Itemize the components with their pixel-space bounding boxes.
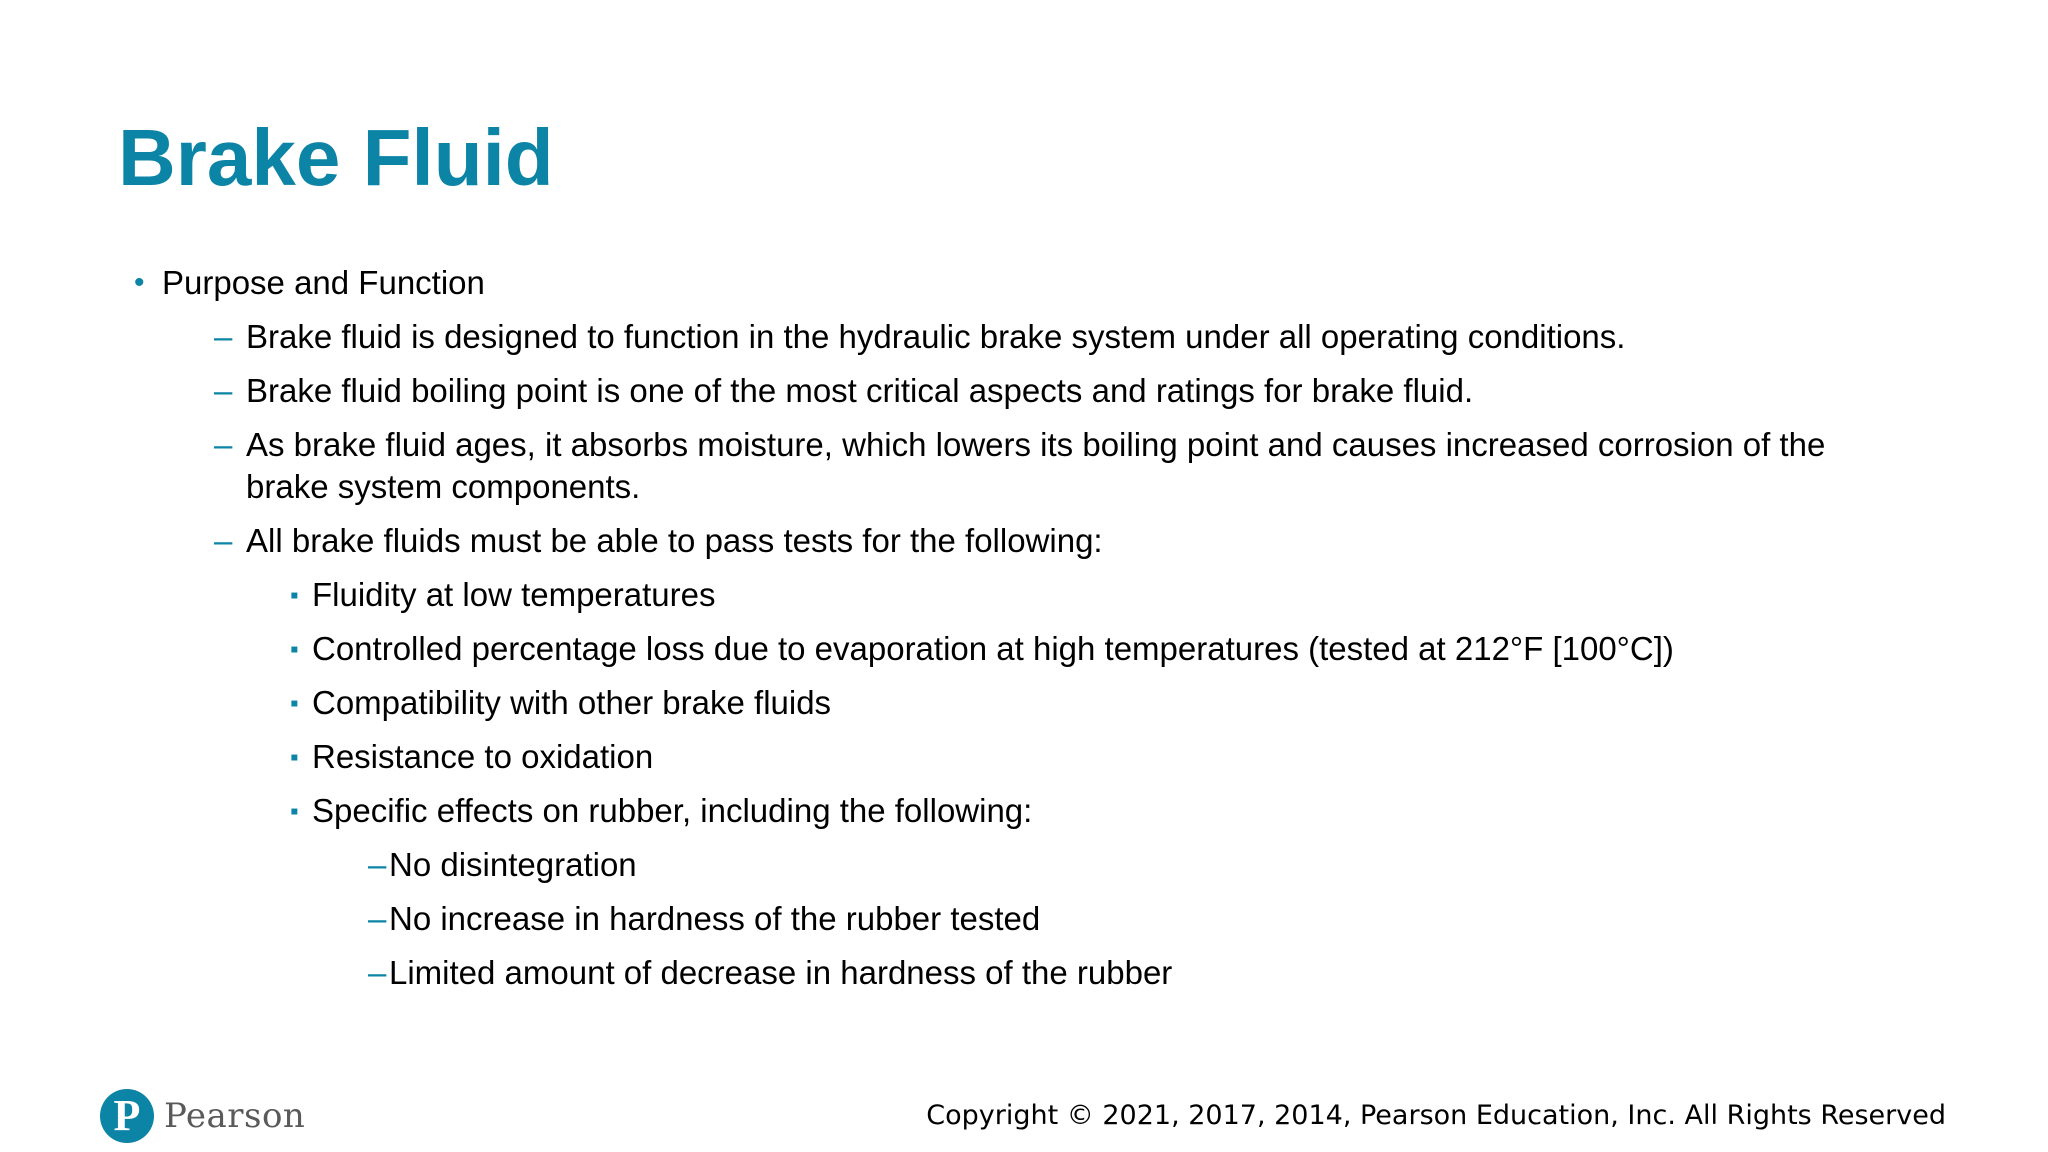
square-bullet-icon: ▪: [290, 744, 299, 771]
dash-icon: –: [214, 522, 233, 559]
pearson-wordmark: Pearson: [164, 1096, 306, 1136]
test-item-text: Controlled percentage loss due to evaporation at high temperatures (tested at 212°F [100°C]): [312, 630, 1674, 667]
dash-icon: –: [368, 846, 387, 883]
dash-icon: –: [368, 900, 387, 937]
bullet-dot-icon: •: [134, 266, 145, 299]
test-item-text: Resistance to oxidation: [312, 738, 654, 775]
square-bullet-icon: ▪: [290, 798, 299, 825]
subpoint-text: brake system components.: [246, 468, 641, 505]
copyright-notice: Copyright © 2021, 2017, 2014, Pearson Education, Inc. All Rights Reserved: [926, 1100, 1946, 1131]
test-item-text: Specific effects on rubber, including the following:: [312, 792, 1033, 829]
rubber-effect-text: No increase in hardness of the rubber tested: [389, 900, 1041, 937]
bullet-text: Purpose and Function: [162, 264, 485, 301]
dash-icon: –: [214, 426, 233, 463]
rubber-effect-text: No disintegration: [389, 846, 637, 883]
test-item-text: Compatibility with other brake fluids: [312, 684, 832, 721]
dash-icon: –: [214, 372, 233, 409]
slide-footer: [0, 1080, 2048, 1152]
square-bullet-icon: ▪: [290, 582, 299, 609]
dash-icon: –: [368, 954, 387, 991]
pearson-logo: [100, 1088, 305, 1144]
rubber-effect-text: Limited amount of decrease in hardness of the rubber: [389, 954, 1173, 991]
dash-icon: –: [214, 318, 233, 355]
square-bullet-icon: ▪: [290, 636, 299, 663]
slide-title: Brake Fluid: [118, 113, 554, 202]
subpoint-text: As brake fluid ages, it absorbs moisture, which lowers its boiling point and causes increased corrosion of the: [246, 426, 1826, 463]
test-item-text: Fluidity at low temperatures: [312, 576, 716, 613]
subpoint-text: All brake fluids must be able to pass tests for the following:: [246, 522, 1103, 559]
subpoint-text: Brake fluid is designed to function in the hydraulic brake system under all operating conditions.: [246, 318, 1626, 355]
subpoint-text: Brake fluid boiling point is one of the most critical aspects and ratings for brake fluid.: [246, 372, 1474, 409]
square-bullet-icon: ▪: [290, 690, 299, 717]
pearson-p-logo-icon: P: [100, 1089, 154, 1143]
